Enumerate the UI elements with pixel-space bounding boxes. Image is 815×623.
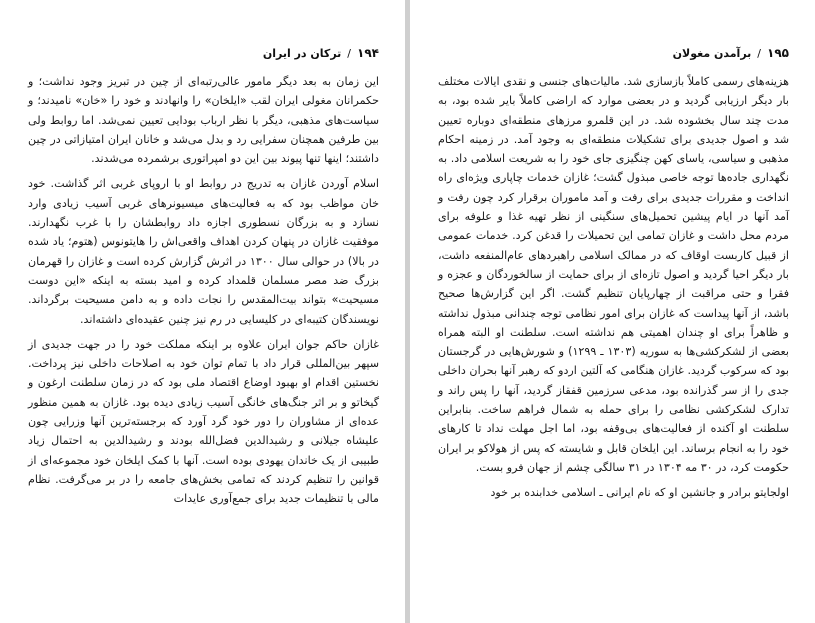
right-page-body <box>438 72 789 503</box>
right-page-header <box>436 44 789 62</box>
right-paragraph-1: هزینه‌های رسمی کاملاً بازسازی شد. مالیات‌های جنسی و نقدی ایالات مختلف بار دیگر ارزیابی گردید و در بعضی موارد که اراضی کاملاً بایر شده بود، به مدت چند سال بخشوده شد. در این قلمرو مرزهای منطقه‌ای دوباره تعیین شد و اصول جدیدی برای تشکیلات منطقه‌ای به وجود آمد. در زمینه احکام مذهبی و سیاسی، یاسای کهن چنگیزی جای خود را به شریعت اسلامی داد. به نگهداری جاده‌ها توجه خاصی مبذول گشت؛ غازان خدمات چاپاری ویژه‌ای راه انداخت و مقررات جدیدی برای رفت و آمد ماموران برقرار کرد چون رفت و آمد آنها در ایام پیشین تحمیل‌های سنگینی از نظر تهیه غذا و علوفه برای مردم محل داشت و غازان تمامی این تحمیلات را قدغن کرد. خدمات عمومی از قبیل کاربست اوقاف که در ممالک اسلامی راهبردهای عام‌المنفعه داشت، بار دیگر احیا گردید و اصول تازه‌ای از برای حمایت از سالخوردگان و عجزه و فقرا و حتی مراقبت از چهارپایان تنظیم گشت. اگر این گزارش‌ها صحیح باشد، از آنها پیداست که غازان برای امور نظامی توجه چندانی مبذول نداشته و ظاهراً برای او چندان اهمیتی هم نداشته است. سلطنت او البته همراه بعضی از لشکرکشی‌ها به سوریه (۱۳۰۳ ـ ۱۲۹۹) و شورش‌هایی در گرجستان بود که سرکوب گردید. غازان هنگامی که آلتین اردو که رهبر آنها بحران داخلی جدی را از سر گذرانده بود، مدعی سرزمین قفقاز گردید، آنها را پس راند و تدارک لشکرکشی نظامی را برای حمله به شمال فراهم ساخت. بنابراین سلطنت او آکنده از فعالیت‌های بی‌وقفه بود، اما اجل مهلت نداد تا کارهای خود را به انجام برساند. این ایلخان قابل و شایسته که پس از هولاکو بر ایران حکومت کرد، در ۳۰ مه ۱۳۰۴ در ۳۱ سالگی چشم از جهان فرو بست. <box>438 75 789 474</box>
right-page-number: ۱۹۵ <box>767 46 789 60</box>
left-page <box>0 0 405 623</box>
right-page-header-separator: / <box>757 46 762 60</box>
left-page-running-title: ترکان در ایران <box>262 46 342 60</box>
left-page-body <box>28 72 379 509</box>
right-page-running-title: برآمدن مغولان <box>672 46 752 60</box>
right-page <box>410 0 815 623</box>
right-paragraph-2: اولجایتو برادر و جانشین او که نام ایرانی ـ اسلامی خدابنده بر خود <box>490 486 789 500</box>
left-page-number: ۱۹۴ <box>357 46 379 60</box>
left-paragraph-2: اسلام آوردن غازان به تدریج در روابط او با اروپای غربی اثر گذاشت. خود خان مواظب بود که به فعالیت‌های میسیونرهای غربی آسیب زیادی وارد نسازد و به بزرگان نسطوری اجازه داد روابطشان را با غرب نگهدارند. موفقیت غازان در پنهان کردن اهداف واقعی‌اش را هایتونوس (هتوم؛ یاد شده در بالا) در حوالی سال ۱۳۰۰ در اثرش گزارش کرده است و غازان را قهرمان بزرگ ضد مصر مسلمان قلمداد کرده و امید بسته به اینکه «این دوست مسیحیت» بتواند بیت‌المقدس را نجات داده و به دامن مسیحیت برگرداند. نویسندگان کتیبه‌ای در کلیسایی در رم نیز چنین عقیده‌ای داشته‌اند. <box>28 177 380 326</box>
left-paragraph-1: این زمان به بعد دیگر مامور عالی‌رتبه‌ای از چین در تبریز وجود نداشت؛ و حکمرانان مغولی ایران لقب «ایلخان» را وانهادند و خود را «خان» نامیدند؛ و سیاست‌های مذهبی، دیگر با نظر ارباب بودایی تعیین نمی‌شد. اما روابط ولی بین طرفین همچنان سفرایی رد و بدل می‌شد و خانان ایران امتیازاتی در چین داشتند؛ اینها تنها پیوند بین این دو امپراتوری برشمرده می‌شدند. <box>28 75 379 166</box>
left-page-header-separator: / <box>347 46 352 60</box>
left-paragraph-3: غازان حاکم جوان ایران علاوه بر اینکه مملکت خود را در جهت جدیدی از سپهر بین‌المللی قرار داد با تمام توان خود به اصلاحات داخلی نیز پرداخت. نخستین اقدام او بهبود اوضاع اقتصاد ملی بود که در زمان سلطنت ارغون و گیخاتو و بر اثر جنگ‌های خانگی آسیب زیادی دیده بود. غازان به همین منظور عده‌ای از مشاوران را دور خود گرد آورد که برجسته‌ترین آنها وزرایی چون علیشاه جیلانی و رشیدالدین فضل‌الله بودند و رشیدالدین به احتمال زیاد طبیبی از یک خاندان یهودی بوده است. آنها با کمک ایلخان خود مجموعه‌ای از قوانین را تنظیم کردند که تمامی بخش‌های جامعه را در بر می‌گرفت. نظام مالی با تنظیمات جدید برای جمع‌آوری عایدات <box>28 337 379 506</box>
left-page-header <box>26 44 379 62</box>
